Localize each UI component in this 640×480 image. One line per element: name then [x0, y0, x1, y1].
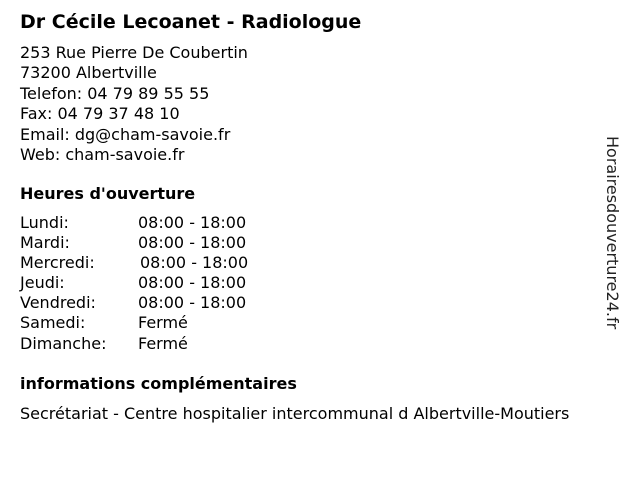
fax-number: Fax: 04 79 37 48 10	[20, 104, 180, 124]
info-text: Secrétariat - Centre hospitalier intercommunal d Albertville-Moutiers	[20, 404, 570, 423]
address-street: 253 Rue Pierre De Coubertin	[20, 43, 248, 62]
time-value: Fermé	[138, 333, 188, 353]
time-value: 08:00 - 18:00	[138, 213, 247, 232]
day-label: Vendredi:	[20, 293, 96, 313]
day-label: Jeudi:	[20, 273, 65, 293]
time-value: 08:00 - 18:00	[140, 253, 249, 273]
time-value: 08:00 - 18:00	[138, 273, 247, 293]
time-value: Fermé	[138, 313, 188, 333]
day-label: Dimanche:	[20, 333, 107, 353]
day-label: Mercredi:	[20, 253, 95, 273]
phone-number: Telefon: 04 79 89 55 55	[20, 83, 210, 103]
site-watermark: Horairesdouverture24.fr	[603, 136, 622, 330]
page-title: Dr Cécile Lecoanet - Radiologue	[20, 11, 362, 33]
hours-heading: Heures d'ouverture	[20, 184, 196, 203]
time-value: 08:00 - 18:00	[138, 233, 247, 253]
contact-block	[20, 43, 248, 165]
website: Web: cham-savoie.fr	[20, 144, 185, 164]
email-address: Email: dg@cham-savoie.fr	[20, 124, 231, 144]
info-heading: informations complémentaires	[20, 374, 297, 393]
day-label: Mardi:	[20, 233, 70, 253]
time-value: 08:00 - 18:00	[138, 293, 247, 313]
day-label: Lundi:	[20, 213, 69, 232]
address-city: 73200 Albertville	[20, 63, 157, 83]
day-label: Samedi:	[20, 313, 86, 333]
